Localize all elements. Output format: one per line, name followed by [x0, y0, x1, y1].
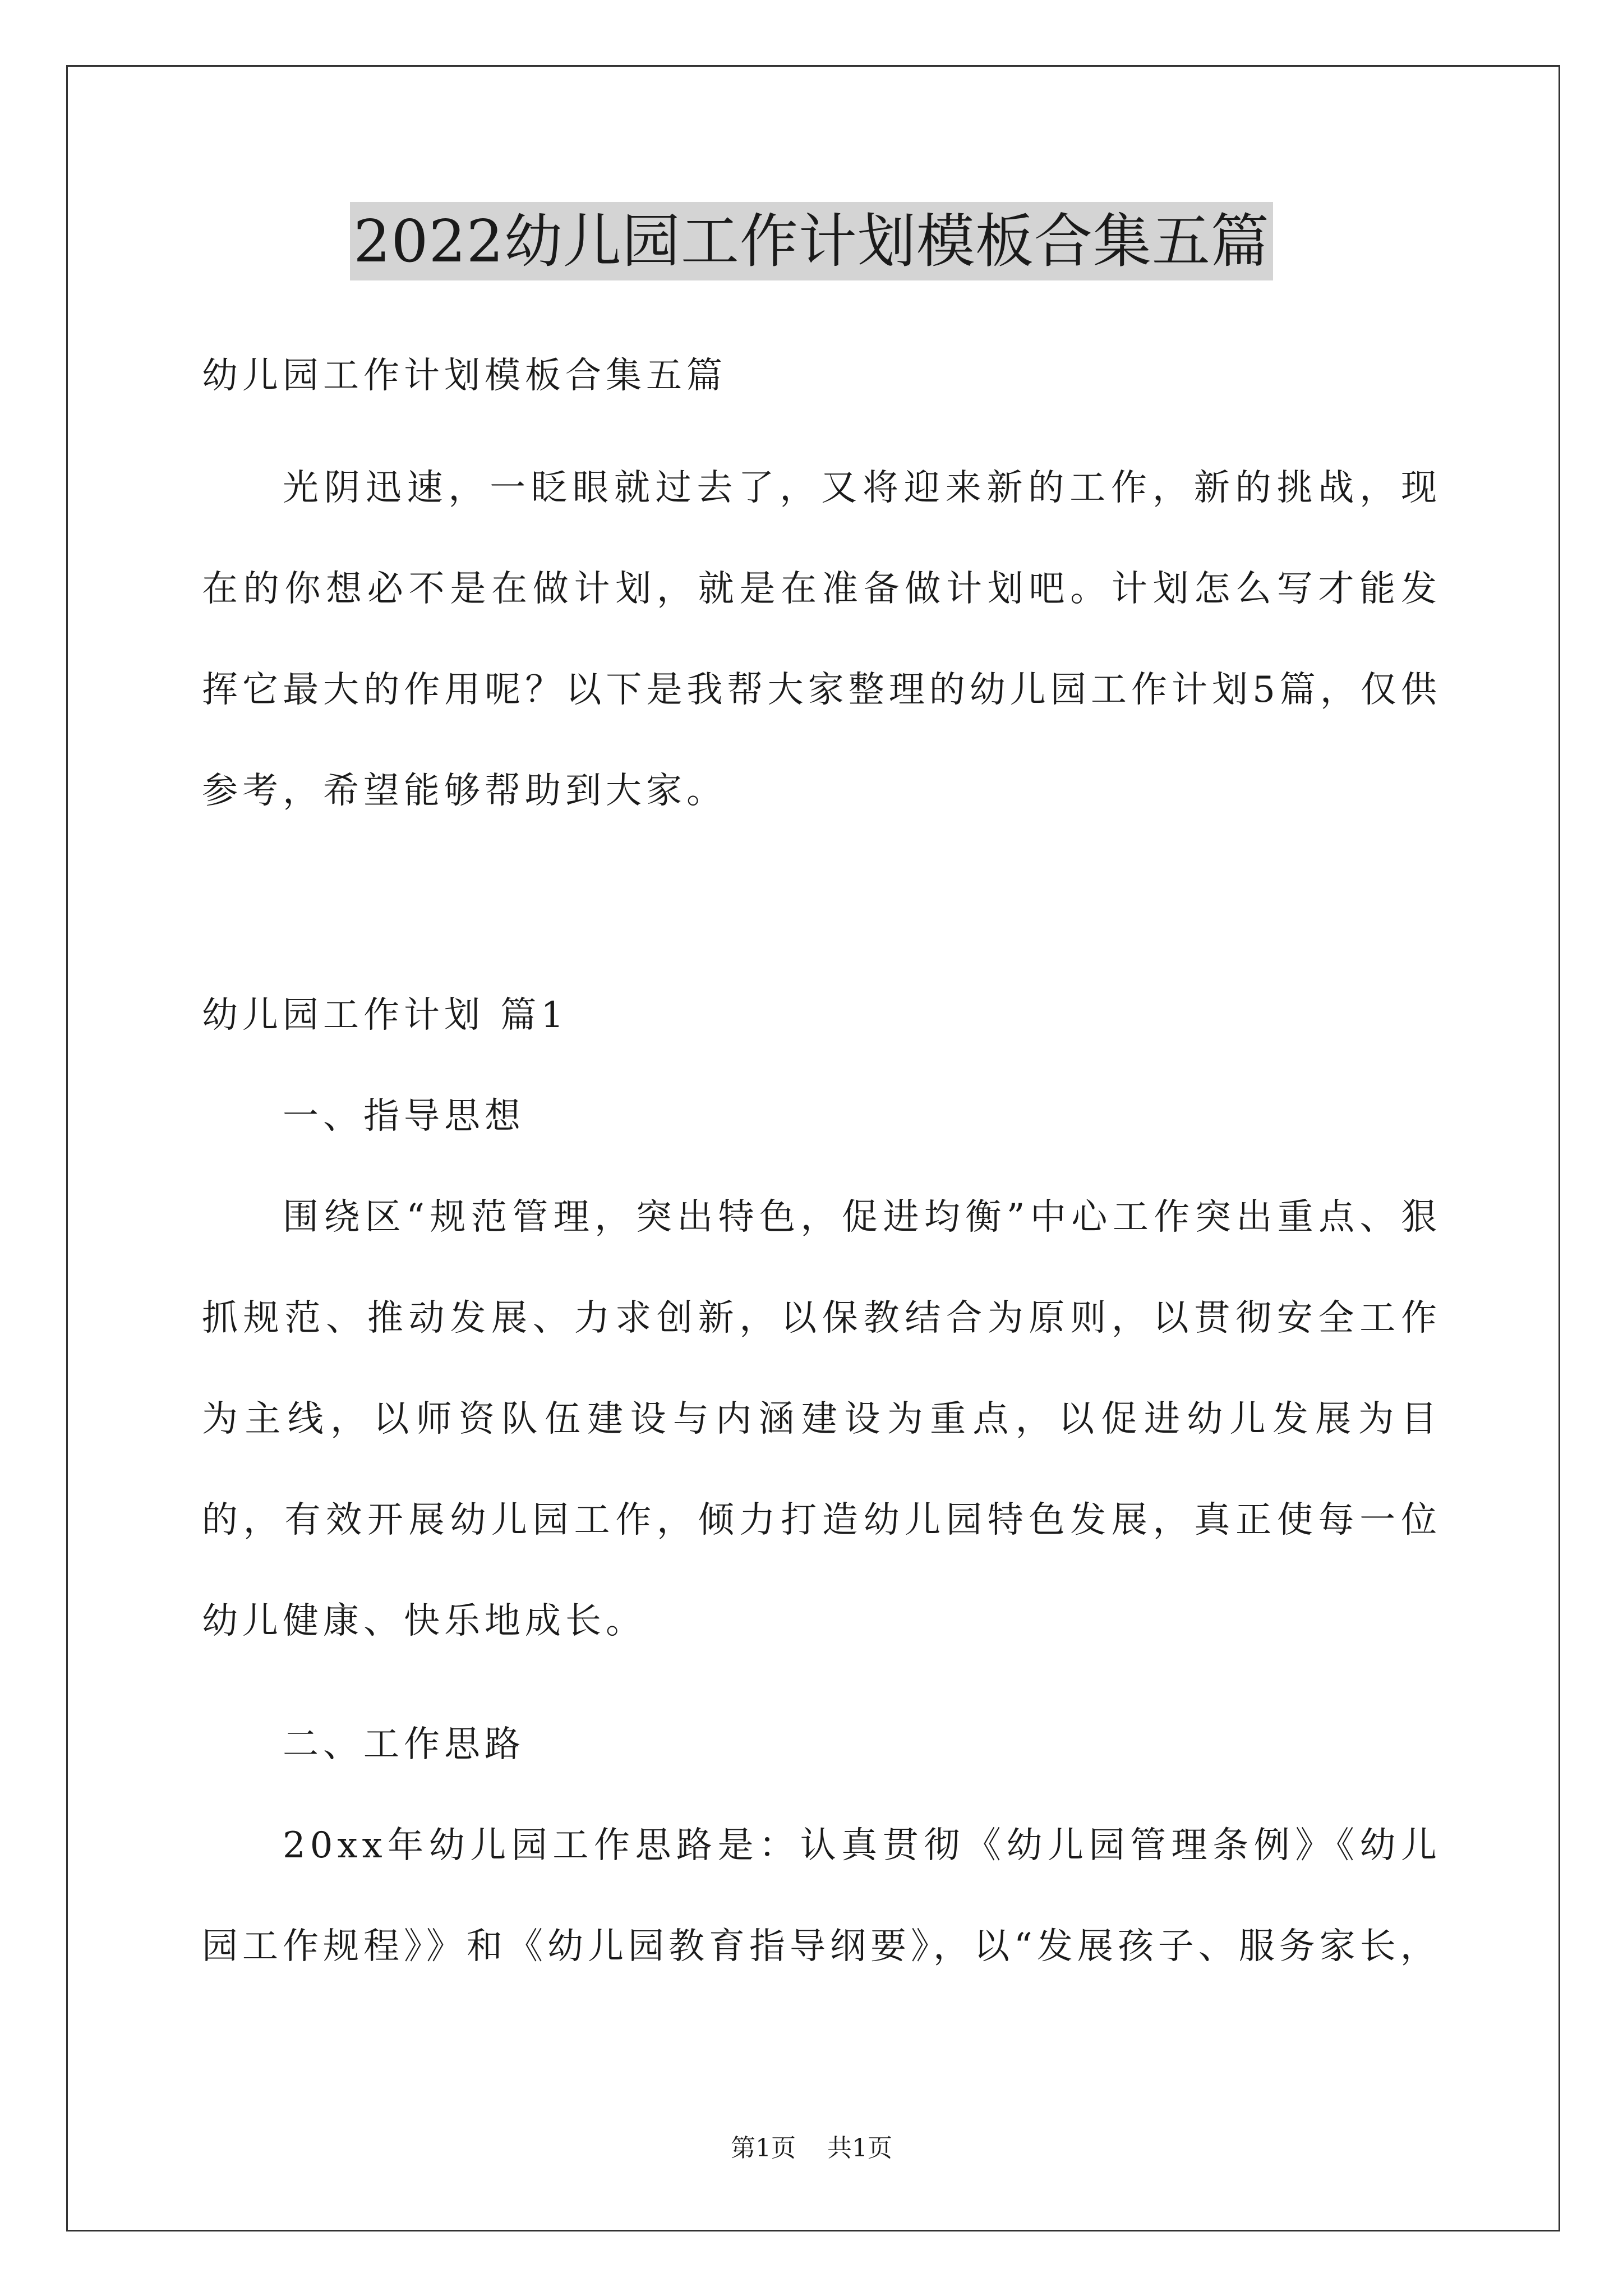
- page-number-total: 共1页: [827, 2134, 892, 2162]
- heading-guiding-ideology: 一、指导思想: [283, 1096, 525, 1137]
- document-title: 2022幼儿园工作计划模板合集五篇: [350, 202, 1273, 280]
- section-title: 幼儿园工作计划 篇1: [202, 995, 569, 1036]
- page-number-current: 第1页: [731, 2134, 796, 2162]
- paragraph-guiding-ideology: 围绕区“规范管理，突出特色，促进均衡”中心工作突出重点、狠抓规范、推动发展、力求创新，以保教结合为原则，以贯彻安全工作为主线，以师资队伍建设与内涵建设为重点，以促进幼儿发展为目的，有效开展幼儿园工作，倾力打造幼儿园特色发展，真正使每一位幼儿健康、快乐地成长。: [202, 1197, 1441, 1642]
- paragraph-work-approach: 20xx年幼儿园工作思路是：认真贯彻《幼儿园管理条例》《幼儿园工作规程》》和《幼儿园教育指导纲要》，以“发展孩子、服务家长，: [202, 1825, 1441, 1967]
- document-subtitle: 幼儿园工作计划模板合集五篇: [202, 355, 727, 397]
- heading-work-approach: 二、工作思路: [283, 1724, 525, 1765]
- intro-paragraph: 光阴迅速，一眨眼就过去了，又将迎来新的工作，新的挑战，现在的你想必不是在做计划，就是在准备做计划吧。计划怎么写才能发挥它最大的作用呢？以下是我帮大家整理的幼儿园工作计划5篇，仅供参考，希望能够帮助到大家。: [202, 467, 1441, 812]
- document-title-block: [0, 202, 1623, 280]
- page-footer: [0, 2132, 1623, 2165]
